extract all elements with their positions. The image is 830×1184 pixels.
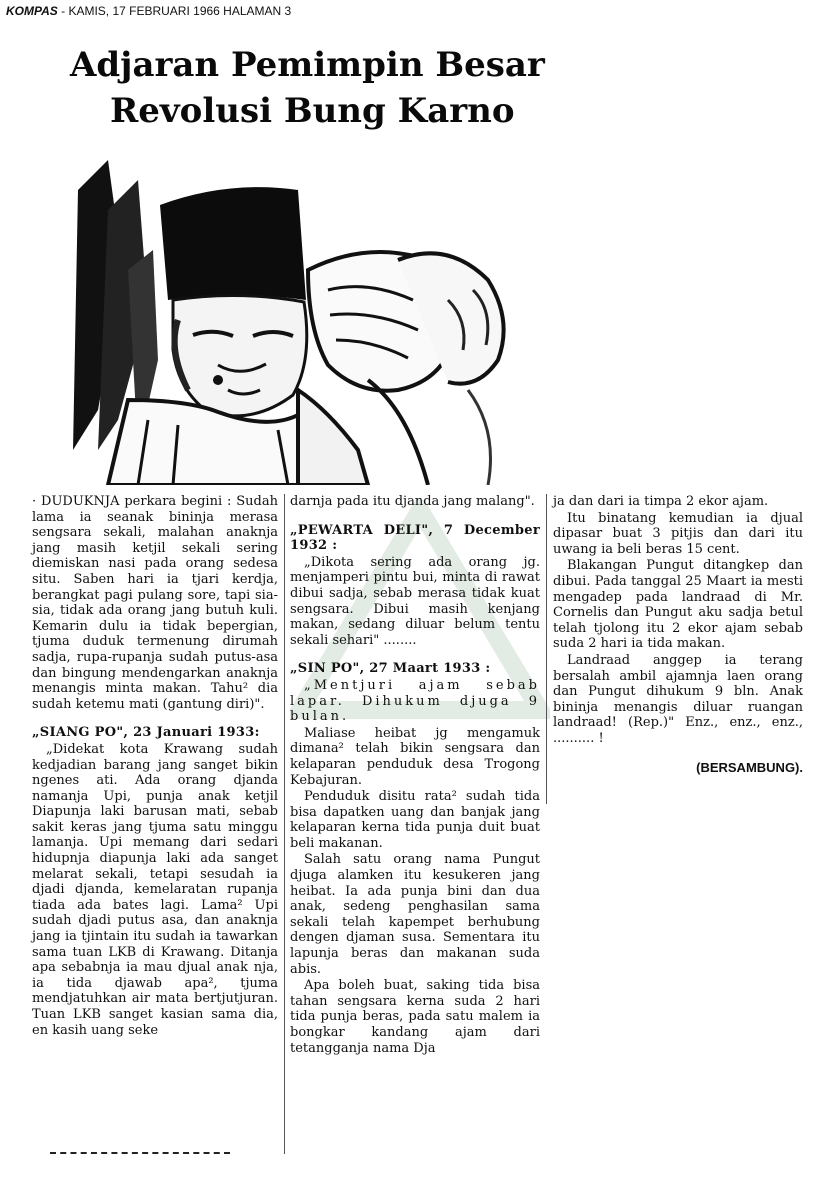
paragraph: Itu binatang kemudian ia djual dipasar buat 3 pitjis dan dari itu uwang ia beli beras 15 cent. [553, 510, 803, 557]
continued-note: (BERSAMBUNG). [696, 759, 803, 775]
page-header [6, 4, 291, 18]
paragraph: Penduduk disitu rata² sudah tida bisa dapatken uang dan banjak jang kelaparan kerna tida punja duit buat beli makanan. [290, 789, 540, 851]
article-column-3 [553, 494, 803, 775]
title-line-2: Revolusi Bung Karno [110, 91, 515, 131]
column-divider [284, 494, 285, 1154]
article-title [70, 42, 545, 134]
portrait-sketch-icon [68, 150, 568, 485]
end-rule [50, 1152, 230, 1154]
paragraph: ja dan dari ia timpa 2 ekor ajam. [553, 494, 769, 509]
title-line-1: Adjaran Pemimpin Besar [70, 45, 545, 85]
paragraph: „Dikota sering ada orang jg. menjamperi pintu bui, minta di rawat dibui sadja, sebab merasa tidak kuat sengsara. Dibui masih kenjang makan, sedang diluar belum tentu sekali sehari" ........ [290, 554, 540, 648]
article-column-2 [290, 494, 540, 1056]
header-date-page: - KAMIS, 17 FEBRUARI 1966 HALAMAN 3 [57, 4, 292, 18]
article-column-1 [32, 494, 278, 1038]
source-heading: „SIN PO", 27 Maart 1933 : [290, 661, 491, 677]
paragraph: darnja pada itu djanda jang malang". [290, 494, 535, 509]
column-divider [546, 494, 547, 804]
paragraph: „Mentjuri ajam sebab lapar. Dihukum djuga 9 bulan. [290, 677, 540, 725]
paragraph: Landraad anggep ia terang bersalah ambil ajamnja laen orang dan Pungut dihukum 9 bln. Anak bininja menangis diluar ruangan landraad! (Rep.)" Enz., enz., enz., .......... ! [553, 652, 803, 746]
paragraph: Maliase heibat jg mengamuk dimana² telah bikin sengsara dan kelaparan penduduk desa Trogong Kebajuran. [290, 725, 540, 788]
source-heading: „SIANG PO", 23 Januari 1933: [32, 725, 260, 741]
paragraph: Salah satu orang nama Pungut djuga alamken itu kesukeren jang heibat. Ia ada punja bini dan dua anak, sedeng penghasilan sama sekali telah kapempet berhubung dengen djaman susa. Sementara itu lapunja beras dan makanan suda abis. [290, 852, 540, 977]
paragraph: · DUDUKNJA perkara begini : Sudah lama ia seanak bininja merasa sengsara sekali, malahan anaknja jang masih ketjil sekali sering diemiskan nasi pada orang sedesa situ. Saben hari ia tjari kerdja, berangkat pagi pulang sore, tapi sia-sia, tidak ada orang jang butuh kuli. Kemarin dulu ia tidak bepergian, tjuma duduk termenung dirumah sadja, rupa-rupanja sudah putus-asa dan bingung mendengarkan anaknja menangis minta makan. Tahu² dia sudah ketemu mati (gantung diri)". [32, 494, 278, 712]
paragraph: „Didekat kota Krawang sudah kedjadian barang jang sanget bikin ngenes ati. Ada orang djanda namanja Upi, punja anak ketjil Diapunja laki barusan mati, sebab sakit keras jang tjuma satu minggu lamanja. Upi memang dari sedari hidupnja diapunja laki ada sanget melarat sekali, tetapi sesudah ia djadi djanda, kemelaratan rupanja tiada ada bates lagi. Lama² Upi sudah djadi putus asa, dan anaknja jang ia tjintain itu sudah ia tawarkan sama tuan LKB di Krawang. Ditanja apa sebabnja ia mau djual anak nja, ia tida djawab apa², tjuma mendjatuhkan air mata bertjutjuran. Tuan LKB sanget kasian sama dia, en kasih uang seke [32, 741, 278, 1038]
source-heading: „PEWARTA DELI", 7 December 1932 : [290, 522, 540, 554]
paragraph: Blakangan Pungut ditangkep dan dibui. Pada tanggal 25 Maart ia mesti mengadep pada landraad di Mr. Cornelis dan Pungut aku sadja betul telah tjolong itu 2 ekor ajam sebab suda 2 hari ia tida makan. [553, 558, 803, 652]
publication-name: KOMPAS [6, 4, 58, 18]
paragraph: Apa boleh buat, saking tida bisa tahan sengsara kerna suda 2 hari tida punja beras, pada satu malem ia bongkar kandang ajam dari tetangganja nama Dja [290, 978, 540, 1056]
